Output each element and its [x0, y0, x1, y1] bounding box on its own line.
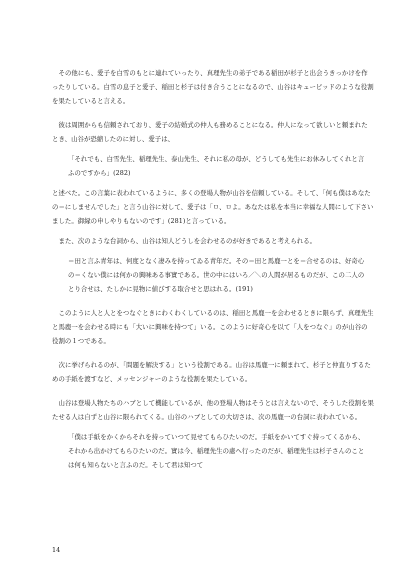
body-paragraph: 次に挙げられるのが、「問題を解決する」という役割である。山谷は馬鹿一に頼まれて、杉子と仲直りするための手紙を渡すなど、メッセンジャーのような役割を果たしている。	[52, 361, 371, 383]
body-paragraph: また、次のような台詞から、山谷は知人どうしを会わせるのが好きであると考えられる。	[58, 237, 317, 245]
paragraph-gap	[52, 386, 374, 396]
body-paragraph: このように人と人とをつなぐときにわくわくしているのは、稲田と馬鹿一を会わせるときに限らず、真理先生と馬鹿一を会わせる時にも「大いに興味を持つて」いる。このように好奇心を以て「人をつなぐ」のが山谷の役割の１つである。	[52, 309, 374, 345]
document-body	[52, 66, 374, 472]
body-paragraph: 彼は周囲からも信頼されており、愛子の結婚式の仲人も務めることになる。仲人になって欲しいと頼まれたとき、山谷が恐縮したのに対し、愛子は、	[52, 121, 368, 143]
paragraph-gap	[52, 108, 374, 118]
paragraph-gap	[52, 348, 374, 358]
paragraph-gap	[52, 296, 374, 306]
block-quote: ＝田と言ふ青年は、何度となく凄みを持ってゐる青年だ。その＝田と馬鹿一とを＝合せるのは、好奇心の＝くない僕には何かの興味ある事實である。世の中にはいろ／＼の人間が居るものだが、この二人のとり合せは、たしかに見物に値びする取合せと思はれる。(191)	[68, 257, 365, 293]
body-paragraph: その他にも、愛子を白雪のもとに連れていったり、真理先生の弟子である稲田が杉子と出会うきっかけを作ったりしている。白雪の息子と愛子、稲田と杉子は付き合うことになるので、山谷はキューピッドのような役割を果たしていると言える。	[52, 69, 374, 105]
block-quote: 「それでも、白雪先生、稲理先生、泰山先生、それに私の母が、どうしても先生にお休みしてくれと言ふのですから」(282)	[68, 155, 365, 177]
body-paragraph: と述べた。この言葉に表われているように、多くの登場人物が山谷を信頼している。そして、「何も僕はあなたの＝にしませんでした」と言う山谷に対して、愛子は「ㅁ、ㅁよ。あなたは私を本当に幸福な人間にして下さいました。御縁の申しやりもないのです」(281)と言っている。	[52, 189, 374, 225]
block-quote: 「僕は手紙をかくからそれを持っていつて見せてもらひたいのだ。手紙をかいてすぐ持ってくるから、それから出かけてもらひたいのだ。實は今、稲理先生の處へ行ったのだが、稲理先生は杉子さんのことは何も知らないと言ふのだ。そして君は知つて	[68, 433, 365, 469]
body-paragraph: 山谷は登場人物たちのハブとして機能しているが、他の登場人物はそうとは言えないので、そうした役割を果たせる人は自ずと山谷に限られてくる。山谷のハブとしての大切さは、次の馬鹿一の台詞に表われている。	[52, 399, 374, 421]
page-number: 14	[52, 546, 61, 554]
